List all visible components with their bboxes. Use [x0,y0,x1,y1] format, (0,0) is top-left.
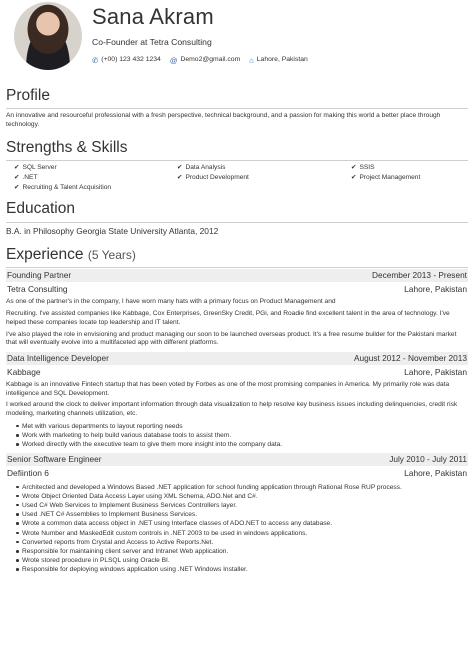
list-item: Wrote stored procedure in PLSQL using Oracle BI. [16,556,468,565]
skill-label: SQL Server [22,164,57,172]
check-icon: ✔ [14,164,20,172]
job-dates: December 2013 - Present [371,270,467,281]
job-bullets [6,483,468,575]
skills-section [6,138,468,193]
skill-item [14,184,177,193]
job-company: Kabbage [7,366,41,377]
list-item: Wrote Object Oriented Data Access Layer using XML Schema, ADO.Net and C#. [16,492,468,501]
job-header [6,352,468,365]
experience-heading [6,245,468,265]
divider [6,108,468,109]
resume-header [6,0,468,78]
job-paragraph: I've also played the role in envisioning and product managing our soon to be launched overseas product. It's a free resume builder for the Pakistani market that will eventually evolve into a multifaceted app with different platforms. [6,330,457,347]
job-company-row [7,367,467,378]
skill-label: Recruiting & Talent Acquisition [22,183,112,191]
skills-heading: Strengths & Skills [6,138,128,156]
job-header [6,269,468,282]
job-company: Defiintion 6 [7,468,49,479]
avatar [14,2,82,70]
skill-item [351,174,471,183]
list-item: Worked directly with the executive team to give them more insight into the company data. [16,440,468,449]
list-item: Wrote Number and MaskedEdit custom controls in .NET 2003 to be used in windows applications. [16,529,468,538]
job-header [6,453,468,466]
job-location: Lahore, Pakistan [404,468,467,479]
skill-item [14,164,177,173]
job-location: Lahore, Pakistan [404,284,467,295]
job-entry [6,453,468,574]
list-item: Architected and developed a Windows Based .NET application for school funding application through Rational Rose RUP process. [16,483,468,492]
check-icon: ✔ [351,174,357,182]
skill-label: SSIS [359,164,375,172]
job-bullets [6,422,468,450]
home-icon: ⌂ [249,55,254,65]
job-location: Lahore, Pakistan [404,366,467,377]
location-text: Lahore, Pakistan [256,56,308,63]
contact-email[interactable] [170,56,240,65]
candidate-name: Sana Akram [92,4,214,29]
skill-item [351,164,471,173]
list-item: Converted reports from Crystal and Access to Active Reports.Net. [16,538,468,547]
job-company: Tetra Consulting [7,284,68,295]
experience-section [6,245,468,575]
divider [6,222,468,223]
skill-item [14,174,177,183]
list-item: Used .NET C# Assemblies to Implement Business Services. [16,510,468,519]
experience-years: (5 Years) [87,247,136,262]
job-paragraph: Kabbage is an innovative Fintech startup that has been voted by Forbes as one of the most promising companies in America. My primarily role was data intelligence and SQL Development. [6,381,450,397]
contact-bar [92,56,308,65]
skill-item [177,174,351,183]
job-entry [6,352,468,450]
education-heading: Education [6,200,75,218]
check-icon: ✔ [14,183,20,191]
skill-label: .NET [22,174,38,182]
phone-text: (+00) 123 432 1234 [101,56,161,63]
list-item: Work with marketing to help build various database tools to assist them. [16,431,468,440]
job-role: Founding Partner [7,270,72,281]
job-role: Data Intelligence Developer [7,352,109,363]
list-item: Used C# Web Services to Implement Business Services Controllers layer. [16,501,468,510]
phone-icon: ✆ [92,55,99,65]
job-dates: July 2010 - July 2011 [389,454,467,465]
job-company-row [7,468,467,479]
divider [6,160,468,161]
experience-title: Experience [6,245,84,263]
skill-label: Project Management [359,174,421,182]
list-item: Met with various departments to layout reporting needs [16,422,468,431]
contact-phone[interactable] [92,56,161,65]
candidate-title: Co-Founder at Tetra Consulting [92,37,212,47]
list-item: Responsible for deploying windows application using .NET Windows Installer. [16,565,468,574]
list-item: Responsible for maintaining client server and Intranet Web application. [16,547,468,556]
job-entry [6,269,468,348]
skills-grid [6,164,468,192]
contact-location [249,56,308,65]
job-role: Senior Software Engineer [7,454,102,465]
skill-item [177,164,351,173]
profile-heading: Profile [6,87,50,104]
skill-label: Product Development [185,174,249,182]
education-entry: B.A. in Philosophy Georgia State University Atlanta, 2012 [6,225,219,236]
profile-section [6,86,468,130]
education-section [6,199,468,237]
check-icon: ✔ [177,174,183,182]
check-icon: ✔ [14,174,20,182]
email-text: Demo2@gmail.com [180,56,241,63]
skill-label: Data Analysis [185,164,226,172]
check-icon: ✔ [177,164,183,172]
job-dates: August 2012 - November 2013 [353,352,467,363]
profile-text: An innovative and resourceful professional with a fresh perspective, technical background, and a passion for making this world a better place through technology. [6,112,441,129]
list-item: Wrote a common data access object in .NET using Interface classes of ADO.NET to access any database. [16,519,468,528]
job-paragraph: As one of the partner's in the company, I have worn many hats with a primary focus on Product Management and [6,298,336,306]
job-paragraph: Recruiting. I've assisted companies like Kabbage, Cox Enterprises, GreenSky Credit, PGi, and Roadie find excellent talent in the area of technology. I've helped these companies locate top leadership and IT talent. [6,310,450,326]
divider [6,267,468,268]
job-paragraph: I worked around the clock to deliver important information through data visualization to help resolve key business issues including delinquencies, credit risk modeling, marketing channels utilization, etc. [6,401,458,418]
at-icon: @ [169,55,178,65]
job-company-row [7,284,467,295]
check-icon: ✔ [351,164,357,172]
